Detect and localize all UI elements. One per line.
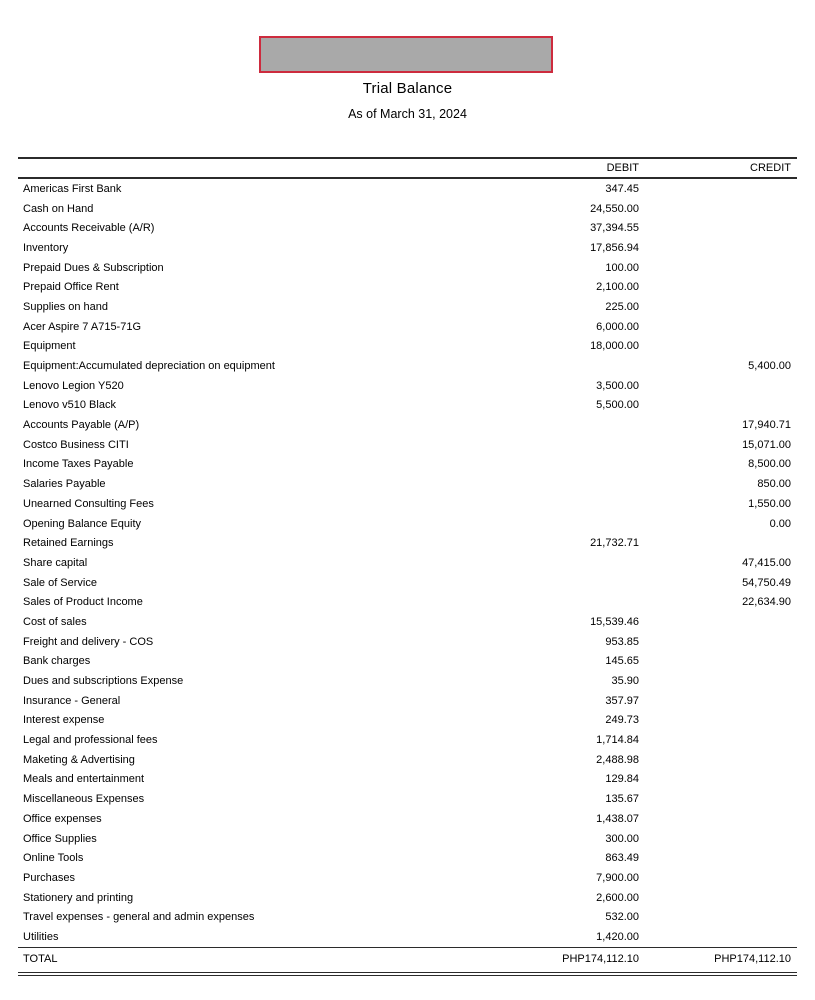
debit-cell: 135.67 xyxy=(605,793,639,806)
total-row xyxy=(18,947,797,971)
table-row xyxy=(18,218,797,238)
table-row xyxy=(18,711,797,731)
table-row xyxy=(18,770,797,790)
debit-cell: 15,539.46 xyxy=(590,615,639,628)
debit-cell: 2,488.98 xyxy=(596,753,639,766)
page-subtitle: As of March 31, 2024 xyxy=(348,107,467,121)
account-cell: Miscellaneous Expenses xyxy=(23,793,145,806)
column-header-credit: CREDIT xyxy=(750,162,791,174)
account-cell: Office expenses xyxy=(23,812,102,825)
trial-balance-table xyxy=(18,157,797,976)
account-cell: Insurance - General xyxy=(23,694,121,707)
debit-cell: 35.90 xyxy=(611,675,639,688)
table-row xyxy=(18,907,797,927)
total-credit-value: PHP174,112.10 xyxy=(714,953,791,966)
table-row xyxy=(18,435,797,455)
table-row xyxy=(18,730,797,750)
debit-cell: 532.00 xyxy=(605,911,639,924)
debit-cell: 5,500.00 xyxy=(596,399,639,412)
debit-cell: 24,550.00 xyxy=(590,202,639,215)
debit-cell: 17,856.94 xyxy=(590,241,639,254)
table-row xyxy=(18,376,797,396)
credit-cell: 8,500.00 xyxy=(748,458,791,471)
account-cell: Americas First Bank xyxy=(23,182,122,195)
account-cell: Interest expense xyxy=(23,714,105,727)
debit-cell: 7,900.00 xyxy=(596,871,639,884)
account-cell: Online Tools xyxy=(23,852,84,865)
account-cell: Acer Aspire 7 A715-71G xyxy=(23,320,142,333)
debit-cell: 145.65 xyxy=(605,655,639,668)
debit-cell: 1,438.07 xyxy=(596,812,639,825)
account-cell: Income Taxes Payable xyxy=(23,458,134,471)
table-row xyxy=(18,356,797,376)
account-cell: Prepaid Office Rent xyxy=(23,281,119,294)
credit-cell: 5,400.00 xyxy=(748,360,791,373)
account-cell: Equipment:Accumulated depreciation on equipment xyxy=(23,360,275,373)
account-cell: Inventory xyxy=(23,241,69,254)
debit-cell: 6,000.00 xyxy=(596,320,639,333)
account-cell: Maketing & Advertising xyxy=(23,753,135,766)
account-cell: Supplies on hand xyxy=(23,300,109,313)
table-row xyxy=(18,829,797,849)
credit-cell: 47,415.00 xyxy=(742,556,791,569)
account-cell: Sales of Product Income xyxy=(23,596,143,609)
table-row xyxy=(18,927,797,947)
table-row xyxy=(18,455,797,475)
table-body xyxy=(18,179,797,947)
debit-cell: 3,500.00 xyxy=(596,379,639,392)
debit-cell: 863.49 xyxy=(605,852,639,865)
account-cell: Travel expenses - general and admin expenses xyxy=(23,911,255,924)
account-cell: Costco Business CITI xyxy=(23,438,129,451)
column-header-debit: DEBIT xyxy=(606,162,639,174)
account-cell: Retained Earnings xyxy=(23,537,114,550)
debit-cell: 21,732.71 xyxy=(590,537,639,550)
account-cell: Dues and subscriptions Expense xyxy=(23,675,184,688)
account-cell: Lenovo Legion Y520 xyxy=(23,379,124,392)
account-cell: Legal and professional fees xyxy=(23,734,158,747)
credit-cell: 850.00 xyxy=(757,478,791,491)
account-cell: Salaries Payable xyxy=(23,478,106,491)
credit-cell: 15,071.00 xyxy=(742,438,791,451)
table-row xyxy=(18,494,797,514)
account-cell: Opening Balance Equity xyxy=(23,517,142,530)
debit-cell: 953.85 xyxy=(605,635,639,648)
debit-cell: 2,100.00 xyxy=(596,281,639,294)
debit-cell: 1,714.84 xyxy=(596,734,639,747)
debit-cell: 37,394.55 xyxy=(590,222,639,235)
credit-cell: 54,750.49 xyxy=(742,576,791,589)
redacted-company-name-box xyxy=(259,36,553,73)
debit-cell: 100.00 xyxy=(605,261,639,274)
account-cell: Sale of Service xyxy=(23,576,97,589)
table-row xyxy=(18,199,797,219)
table-row xyxy=(18,612,797,632)
debit-cell: 347.45 xyxy=(605,182,639,195)
bottom-double-rule xyxy=(18,972,797,977)
debit-cell: 2,600.00 xyxy=(596,891,639,904)
debit-cell: 18,000.00 xyxy=(590,340,639,353)
account-cell: Meals and entertainment xyxy=(23,773,145,786)
table-header-row xyxy=(18,157,797,179)
table-row xyxy=(18,652,797,672)
table-row xyxy=(18,809,797,829)
page-title: Trial Balance xyxy=(362,80,453,97)
table-row xyxy=(18,238,797,258)
table-row xyxy=(18,277,797,297)
account-cell: Equipment xyxy=(23,340,76,353)
table-row xyxy=(18,514,797,534)
table-row xyxy=(18,868,797,888)
account-cell: Cash on Hand xyxy=(23,202,94,215)
table-row xyxy=(18,474,797,494)
account-cell: Share capital xyxy=(23,556,88,569)
table-row xyxy=(18,258,797,278)
account-cell: Stationery and printing xyxy=(23,891,134,904)
table-row xyxy=(18,415,797,435)
table-row xyxy=(18,691,797,711)
credit-cell: 22,634.90 xyxy=(742,596,791,609)
total-label: TOTAL xyxy=(23,953,58,966)
account-cell: Cost of sales xyxy=(23,615,87,628)
account-cell: Freight and delivery - COS xyxy=(23,635,154,648)
account-cell: Bank charges xyxy=(23,655,91,668)
table-row xyxy=(18,671,797,691)
table-row xyxy=(18,553,797,573)
table-row xyxy=(18,848,797,868)
debit-cell: 300.00 xyxy=(605,832,639,845)
account-cell: Accounts Payable (A/P) xyxy=(23,419,140,432)
account-cell: Prepaid Dues & Subscription xyxy=(23,261,164,274)
account-cell: Unearned Consulting Fees xyxy=(23,497,154,510)
account-cell: Accounts Receivable (A/R) xyxy=(23,222,155,235)
account-cell: Lenovo v510 Black xyxy=(23,399,116,412)
account-cell: Purchases xyxy=(23,871,75,884)
table-row xyxy=(18,592,797,612)
table-row xyxy=(18,888,797,908)
table-row xyxy=(18,573,797,593)
table-row xyxy=(18,179,797,199)
total-debit-value: PHP174,112.10 xyxy=(562,953,639,966)
debit-cell: 357.97 xyxy=(605,694,639,707)
account-cell: Office Supplies xyxy=(23,832,97,845)
table-row xyxy=(18,337,797,357)
account-cell: Utilities xyxy=(23,930,59,943)
table-row xyxy=(18,297,797,317)
table-row xyxy=(18,317,797,337)
debit-cell: 249.73 xyxy=(605,714,639,727)
credit-cell: 1,550.00 xyxy=(748,497,791,510)
credit-cell: 17,940.71 xyxy=(742,419,791,432)
debit-cell: 225.00 xyxy=(605,300,639,313)
table-row xyxy=(18,789,797,809)
table-row xyxy=(18,632,797,652)
table-row xyxy=(18,396,797,416)
credit-cell: 0.00 xyxy=(769,517,791,530)
table-row xyxy=(18,750,797,770)
debit-cell: 129.84 xyxy=(605,773,639,786)
debit-cell: 1,420.00 xyxy=(596,930,639,943)
table-row xyxy=(18,533,797,553)
